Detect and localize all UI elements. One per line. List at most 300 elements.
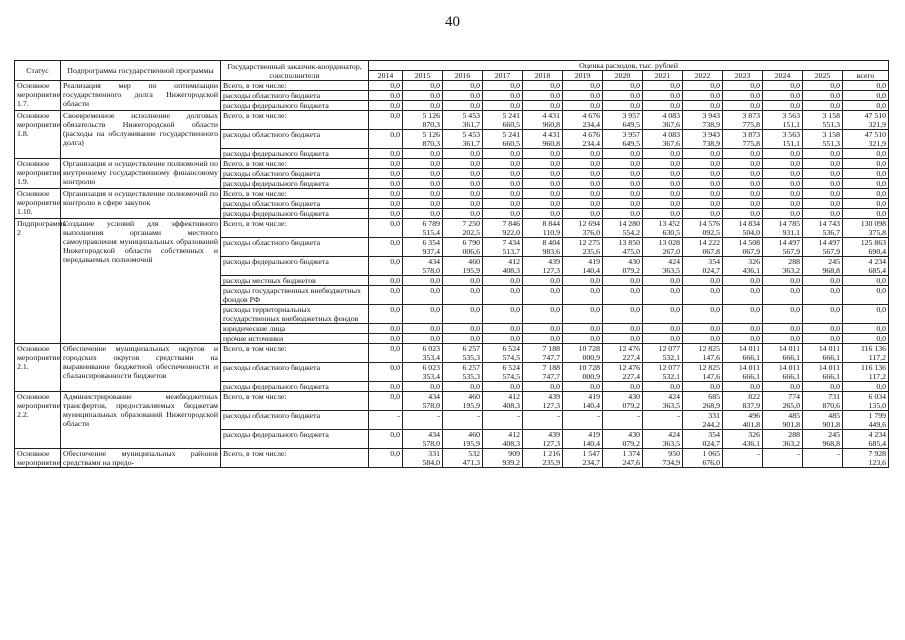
value-cell bbox=[763, 169, 803, 179]
value-part: 513,7 bbox=[502, 247, 520, 256]
value-part: 244,2 bbox=[702, 420, 720, 429]
value-part: 1 799 bbox=[868, 411, 887, 420]
value-part: 14 011 bbox=[818, 363, 840, 372]
value-cell bbox=[523, 111, 563, 130]
value-part: 140,4 bbox=[582, 401, 600, 410]
value-part: 079,2 bbox=[622, 266, 640, 275]
funding-source-cell: расходы областного бюджета bbox=[221, 130, 369, 149]
value-cell bbox=[763, 257, 803, 276]
value-part: 0,0 bbox=[670, 81, 680, 90]
value-cell bbox=[843, 159, 889, 169]
value-part: 5 126 bbox=[422, 111, 440, 120]
value-part: 7 250 bbox=[462, 219, 480, 228]
value-part: 931,1 bbox=[782, 228, 800, 237]
table-row bbox=[15, 81, 889, 91]
value-part: 660,5 bbox=[502, 120, 520, 129]
value-cell bbox=[763, 179, 803, 189]
value-cell bbox=[683, 169, 723, 179]
value-part: 0,0 bbox=[430, 81, 440, 90]
table-body bbox=[15, 81, 889, 468]
value-part: 0,0 bbox=[510, 199, 520, 208]
value-cell bbox=[483, 449, 523, 468]
value-part: 649,5 bbox=[622, 120, 640, 129]
value-part: 288 bbox=[788, 430, 800, 439]
value-part: 3 943 bbox=[702, 111, 720, 120]
value-cell bbox=[723, 286, 763, 305]
value-part: 12 077 bbox=[658, 344, 680, 353]
value-part: 0,0 bbox=[550, 199, 560, 208]
value-part: 4 676 bbox=[582, 130, 600, 139]
value-part: 439 bbox=[548, 392, 560, 401]
funding-source-cell: расходы государственных внебюджетных фондов РФ bbox=[221, 286, 369, 305]
value-part: 0,0 bbox=[630, 199, 640, 208]
value-cell bbox=[563, 324, 603, 334]
value-part: 0,0 bbox=[790, 305, 800, 314]
value-cell bbox=[523, 449, 563, 468]
value-part: 937,4 bbox=[422, 247, 440, 256]
value-cell bbox=[683, 189, 723, 199]
value-cell bbox=[803, 334, 843, 344]
value-cell bbox=[643, 91, 683, 101]
value-part: 0,0 bbox=[510, 334, 520, 343]
value-cell bbox=[803, 411, 843, 430]
value-part: 460 bbox=[468, 257, 480, 266]
value-part: 685,4 bbox=[868, 266, 887, 275]
status-cell: Основное мероприятие 1.7. bbox=[15, 81, 61, 111]
value-part: 363,5 bbox=[662, 439, 680, 448]
value-cell bbox=[683, 344, 723, 363]
value-part: 0,0 bbox=[510, 169, 520, 178]
value-cell bbox=[369, 449, 403, 468]
value-cell bbox=[443, 363, 483, 382]
value-part: 0,0 bbox=[830, 149, 840, 158]
value-cell bbox=[523, 363, 563, 382]
value-cell bbox=[723, 382, 763, 392]
value-cell bbox=[603, 305, 643, 324]
value-part: 7 928 bbox=[868, 449, 887, 458]
header-year: 2024 bbox=[763, 71, 803, 81]
value-part: 6 354 bbox=[422, 238, 440, 247]
value-part: 245 bbox=[828, 257, 840, 266]
value-cell bbox=[523, 159, 563, 169]
value-part: 321,9 bbox=[868, 120, 887, 129]
value-part: 0,0 bbox=[750, 209, 760, 218]
value-cell bbox=[563, 91, 603, 101]
value-part: 6 524 bbox=[502, 363, 520, 372]
value-cell bbox=[683, 238, 723, 257]
value-cell bbox=[803, 111, 843, 130]
value-cell bbox=[443, 305, 483, 324]
value-part: 0,0 bbox=[630, 81, 640, 90]
value-part: 14 743 bbox=[818, 219, 840, 228]
value-part: 123,6 bbox=[868, 458, 887, 467]
value-part: 363,5 bbox=[662, 401, 680, 410]
value-part: 227,4 bbox=[622, 372, 640, 381]
value-cell bbox=[603, 101, 643, 111]
value-cell bbox=[763, 189, 803, 199]
value-cell bbox=[643, 305, 683, 324]
value-cell bbox=[603, 91, 643, 101]
value-cell bbox=[369, 101, 403, 111]
value-cell bbox=[843, 219, 889, 238]
value-cell bbox=[643, 189, 683, 199]
value-part: 235,6 bbox=[582, 247, 600, 256]
value-part: 430 bbox=[628, 257, 640, 266]
value-part: 0,0 bbox=[670, 305, 680, 314]
value-cell bbox=[523, 179, 563, 189]
value-cell bbox=[763, 324, 803, 334]
status-cell: Основное мероприятие 1.9. bbox=[15, 159, 61, 189]
value-part: 6 524 bbox=[502, 344, 520, 353]
status-cell: Основное мероприятие 2.2. bbox=[15, 392, 61, 449]
value-part: 554,2 bbox=[622, 228, 640, 237]
value-cell bbox=[483, 219, 523, 238]
value-cell bbox=[643, 101, 683, 111]
value-cell bbox=[683, 101, 723, 111]
value-part: 968,8 bbox=[822, 266, 840, 275]
value-part: 0,0 bbox=[550, 189, 560, 198]
value-part: 0,0 bbox=[390, 219, 400, 228]
value-cell bbox=[443, 219, 483, 238]
value-cell bbox=[443, 101, 483, 111]
table-row bbox=[15, 219, 889, 238]
value-cell bbox=[603, 449, 643, 468]
value-cell bbox=[643, 344, 683, 363]
value-part: 0,0 bbox=[390, 430, 400, 439]
value-cell bbox=[803, 91, 843, 101]
value-part: 0,0 bbox=[830, 189, 840, 198]
value-part: 0,0 bbox=[390, 199, 400, 208]
value-part: 0,0 bbox=[790, 324, 800, 333]
value-part: 0,0 bbox=[876, 81, 887, 90]
value-part: 0,0 bbox=[670, 149, 680, 158]
value-part: 0,0 bbox=[750, 159, 760, 168]
value-part: 14 785 bbox=[778, 219, 800, 228]
value-part: 6 257 bbox=[462, 363, 480, 372]
value-cell bbox=[563, 363, 603, 382]
value-part: 0,0 bbox=[710, 91, 720, 100]
value-cell bbox=[369, 209, 403, 219]
value-cell bbox=[803, 344, 843, 363]
value-part: 0,0 bbox=[590, 276, 600, 285]
value-part: 140,4 bbox=[582, 439, 600, 448]
value-cell bbox=[843, 209, 889, 219]
value-part: 0,0 bbox=[510, 324, 520, 333]
table-row bbox=[15, 189, 889, 199]
value-cell bbox=[369, 276, 403, 286]
funding-source-cell: прочие источники bbox=[221, 334, 369, 344]
value-part: 3 158 bbox=[822, 111, 840, 120]
value-part: 0,0 bbox=[790, 169, 800, 178]
value-cell bbox=[369, 286, 403, 305]
value-cell bbox=[523, 238, 563, 257]
value-cell bbox=[683, 334, 723, 344]
value-part: 1 547 bbox=[582, 449, 600, 458]
value-cell bbox=[443, 238, 483, 257]
value-part: 0,0 bbox=[710, 101, 720, 110]
value-part: 738,9 bbox=[702, 139, 720, 148]
value-cell bbox=[603, 324, 643, 334]
value-part: 922,0 bbox=[502, 228, 520, 237]
value-cell bbox=[803, 430, 843, 449]
value-part: 0,0 bbox=[630, 101, 640, 110]
value-part: 0,0 bbox=[550, 169, 560, 178]
value-part: 4 083 bbox=[662, 111, 680, 120]
value-cell bbox=[443, 189, 483, 199]
value-cell bbox=[723, 91, 763, 101]
value-part: 195,9 bbox=[462, 266, 480, 275]
value-part: 0,0 bbox=[550, 159, 560, 168]
value-cell bbox=[803, 238, 843, 257]
funding-source-cell: Всего, в том числе: bbox=[221, 219, 369, 238]
value-part: 363,5 bbox=[662, 266, 680, 275]
value-cell bbox=[403, 159, 443, 169]
value-cell bbox=[563, 159, 603, 169]
funding-source-cell: расходы федерального бюджета bbox=[221, 257, 369, 276]
value-part: 0,0 bbox=[876, 286, 887, 295]
value-part: 234,7 bbox=[582, 458, 600, 467]
value-cell bbox=[403, 189, 443, 199]
value-cell bbox=[723, 344, 763, 363]
value-part: 419 bbox=[588, 257, 600, 266]
value-cell bbox=[803, 199, 843, 209]
value-cell bbox=[443, 382, 483, 392]
table-row bbox=[15, 111, 889, 130]
value-cell bbox=[723, 334, 763, 344]
value-cell bbox=[563, 449, 603, 468]
value-cell bbox=[403, 149, 443, 159]
value-cell bbox=[483, 169, 523, 179]
value-cell bbox=[763, 305, 803, 324]
value-part: 0,0 bbox=[390, 149, 400, 158]
value-cell bbox=[723, 159, 763, 169]
value-cell bbox=[369, 219, 403, 238]
value-cell bbox=[403, 344, 443, 363]
value-part: 0,0 bbox=[710, 81, 720, 90]
value-part: - bbox=[437, 411, 440, 420]
value-part: 0,0 bbox=[830, 169, 840, 178]
value-cell bbox=[523, 189, 563, 199]
value-cell bbox=[843, 169, 889, 179]
funding-source-cell: Всего, в том числе: bbox=[221, 344, 369, 363]
value-cell bbox=[683, 305, 723, 324]
value-cell bbox=[563, 81, 603, 91]
value-part: 0,0 bbox=[630, 382, 640, 391]
value-part: 6 790 bbox=[462, 238, 480, 247]
value-cell bbox=[483, 382, 523, 392]
value-part: 0,0 bbox=[830, 81, 840, 90]
header-year: 2023 bbox=[723, 71, 763, 81]
value-part: 0,0 bbox=[630, 276, 640, 285]
value-cell bbox=[483, 257, 523, 276]
value-part: 12 476 bbox=[618, 344, 640, 353]
value-part: 8 844 bbox=[542, 219, 560, 228]
value-part: 14 011 bbox=[818, 344, 840, 353]
value-cell bbox=[723, 219, 763, 238]
value-cell bbox=[523, 411, 563, 430]
value-cell bbox=[803, 276, 843, 286]
value-part: 0,0 bbox=[790, 209, 800, 218]
value-part: 0,0 bbox=[830, 382, 840, 391]
value-part: 0,0 bbox=[670, 189, 680, 198]
value-cell bbox=[763, 276, 803, 286]
value-cell bbox=[683, 209, 723, 219]
value-cell bbox=[483, 101, 523, 111]
value-cell bbox=[763, 344, 803, 363]
value-cell bbox=[369, 334, 403, 344]
value-part: 3 943 bbox=[702, 130, 720, 139]
value-part: 0,0 bbox=[590, 101, 600, 110]
value-cell bbox=[803, 130, 843, 149]
value-part: 0,0 bbox=[876, 324, 887, 333]
program-cell: Администрирование межбюджетных трансфертов, предоставляемых бюджетам муниципальных образований Нижегородской области bbox=[61, 392, 221, 449]
program-cell: Организация и осуществление полномочий по контролю в сфере закупок bbox=[61, 189, 221, 219]
value-part: 0,0 bbox=[430, 169, 440, 178]
value-part: 12 275 bbox=[578, 238, 600, 247]
value-cell bbox=[643, 411, 683, 430]
header-year: 2014 bbox=[369, 71, 403, 81]
value-part: 434 bbox=[428, 430, 440, 439]
status-cell: Основное мероприятие 1.8. bbox=[15, 111, 61, 159]
value-part: 434 bbox=[428, 392, 440, 401]
value-part: 127,3 bbox=[542, 439, 560, 448]
value-cell bbox=[563, 430, 603, 449]
value-part: 0,0 bbox=[790, 91, 800, 100]
value-part: 6 034 bbox=[868, 392, 887, 401]
value-cell bbox=[403, 411, 443, 430]
value-cell bbox=[723, 130, 763, 149]
value-cell bbox=[369, 238, 403, 257]
value-part: 326 bbox=[748, 257, 760, 266]
header-status: Статус bbox=[15, 61, 61, 81]
value-part: 0,0 bbox=[590, 382, 600, 391]
value-part: 117,2 bbox=[868, 353, 887, 362]
value-cell bbox=[403, 324, 443, 334]
value-part: 0,0 bbox=[550, 81, 560, 90]
value-cell bbox=[523, 169, 563, 179]
value-cell bbox=[843, 276, 889, 286]
value-cell bbox=[763, 209, 803, 219]
value-part: 3 957 bbox=[622, 130, 640, 139]
value-cell bbox=[763, 449, 803, 468]
value-cell bbox=[563, 169, 603, 179]
value-part: 0,0 bbox=[790, 81, 800, 90]
value-part: 666,1 bbox=[782, 353, 800, 362]
value-part: 067,9 bbox=[742, 247, 760, 256]
value-cell bbox=[563, 209, 603, 219]
value-part: 822 bbox=[748, 392, 760, 401]
value-part: 0,0 bbox=[710, 286, 720, 295]
value-part: 147,6 bbox=[702, 353, 720, 362]
funding-source-cell: юридические лица bbox=[221, 324, 369, 334]
value-part: - bbox=[637, 411, 640, 420]
value-cell bbox=[483, 91, 523, 101]
value-part: 0,0 bbox=[790, 101, 800, 110]
funding-source-cell: расходы областного бюджета bbox=[221, 199, 369, 209]
value-part: 4 234 bbox=[868, 430, 887, 439]
value-cell bbox=[603, 344, 643, 363]
value-part: 000,9 bbox=[582, 353, 600, 362]
value-cell bbox=[803, 101, 843, 111]
value-cell bbox=[483, 305, 523, 324]
value-part: 666,1 bbox=[782, 372, 800, 381]
value-part: 460 bbox=[468, 392, 480, 401]
value-cell bbox=[523, 91, 563, 101]
value-part: 1 065 bbox=[702, 449, 720, 458]
value-cell bbox=[403, 91, 443, 101]
value-cell bbox=[403, 238, 443, 257]
value-part: 0,0 bbox=[790, 189, 800, 198]
value-cell bbox=[403, 276, 443, 286]
value-cell bbox=[643, 209, 683, 219]
value-part: 125 863 bbox=[860, 238, 887, 247]
value-cell bbox=[803, 189, 843, 199]
value-part: 0,0 bbox=[590, 199, 600, 208]
value-part: 0,0 bbox=[630, 91, 640, 100]
value-cell bbox=[443, 430, 483, 449]
value-part: 361,7 bbox=[462, 139, 480, 148]
value-part: 0,0 bbox=[750, 169, 760, 178]
value-cell bbox=[643, 363, 683, 382]
value-part: 0,0 bbox=[876, 149, 887, 158]
value-part: 515,4 bbox=[422, 228, 440, 237]
value-part: 430 bbox=[628, 430, 640, 439]
status-cell: Подпрограмма 2 bbox=[15, 219, 61, 344]
value-cell bbox=[763, 159, 803, 169]
value-part: 0,0 bbox=[750, 189, 760, 198]
value-cell bbox=[843, 286, 889, 305]
value-cell bbox=[523, 344, 563, 363]
value-cell bbox=[443, 449, 483, 468]
value-cell bbox=[843, 430, 889, 449]
value-cell bbox=[763, 101, 803, 111]
value-cell bbox=[443, 111, 483, 130]
value-cell bbox=[763, 91, 803, 101]
value-cell bbox=[523, 430, 563, 449]
value-part: 0,0 bbox=[710, 305, 720, 314]
value-part: 0,0 bbox=[830, 286, 840, 295]
funding-source-cell: расходы местных бюджетов bbox=[221, 276, 369, 286]
value-cell bbox=[643, 130, 683, 149]
value-part: 870,6 bbox=[822, 401, 840, 410]
value-part: 7 188 bbox=[542, 363, 560, 372]
value-part: 0,0 bbox=[510, 149, 520, 158]
value-part: 536,7 bbox=[822, 228, 840, 237]
value-part: 0,0 bbox=[590, 305, 600, 314]
value-part: 10 728 bbox=[578, 363, 600, 372]
value-part: 0,0 bbox=[590, 91, 600, 100]
value-part: 0,0 bbox=[790, 179, 800, 188]
value-part: 649,5 bbox=[622, 139, 640, 148]
value-part: 234,4 bbox=[582, 120, 600, 129]
value-part: 8 404 bbox=[542, 238, 560, 247]
value-part: 939,2 bbox=[502, 458, 520, 467]
value-part: 14 011 bbox=[778, 344, 800, 353]
value-cell bbox=[603, 430, 643, 449]
value-part: 117,2 bbox=[868, 372, 887, 381]
value-cell bbox=[563, 344, 603, 363]
value-part: 0,0 bbox=[670, 276, 680, 285]
value-part: 0,0 bbox=[430, 305, 440, 314]
value-part: 13 452 bbox=[658, 219, 680, 228]
value-part: 504,0 bbox=[742, 228, 760, 237]
value-part: 140,4 bbox=[582, 266, 600, 275]
value-cell bbox=[443, 324, 483, 334]
value-part: 135,0 bbox=[868, 401, 887, 410]
value-cell bbox=[523, 101, 563, 111]
value-part: - bbox=[757, 449, 760, 458]
value-part: 0,0 bbox=[590, 169, 600, 178]
